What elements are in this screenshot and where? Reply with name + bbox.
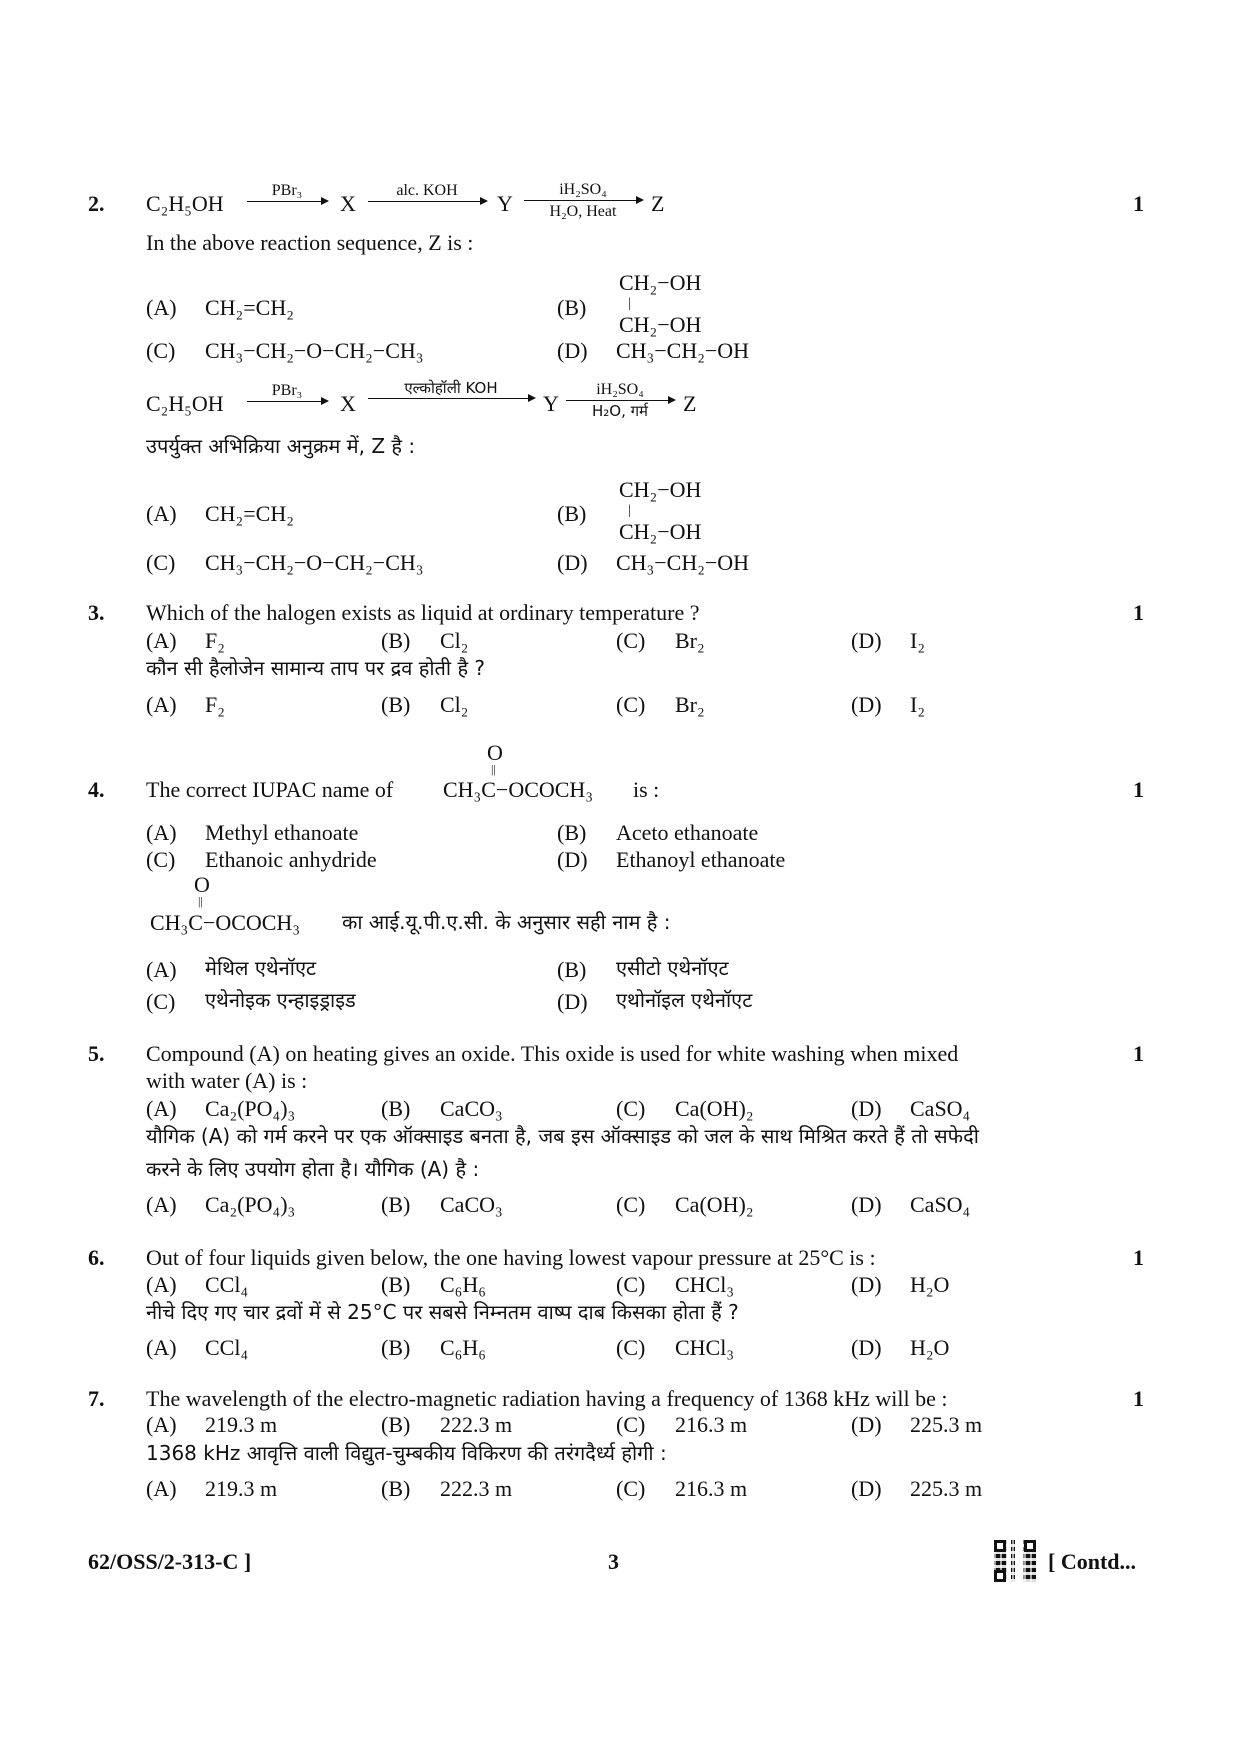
q6-hi-opt-d-label: (D) [851, 1335, 882, 1360]
qr-code-icon [994, 1540, 1036, 1582]
q4-hi-opt-c: एथेनोइक एन्हाइड्राइड [205, 988, 356, 1012]
q2-hi-x: X [340, 391, 356, 416]
q5-opt-d-label: (D) [851, 1096, 882, 1121]
q3-hi-opt-c-label: (C) [616, 692, 646, 717]
q2-reagent-3: iH₂SO₄ [559, 181, 607, 198]
q5-question-hi-line2: करने के लिए उपयोग होता है। यौगिक (A) है : [146, 1157, 480, 1181]
q2-opt-d-label: (D) [557, 338, 588, 363]
q2-condition-3: H₂O, Heat [549, 203, 617, 220]
q2-opt-b-bond: | [628, 296, 631, 311]
q3-hi-opt-b: Cl₂ [440, 692, 469, 717]
q5-opt-c: Ca(OH)₂ [675, 1096, 754, 1121]
q2-question-hi: उपर्युक्त अभिक्रिया अनुक्रम में, Z है : [146, 434, 416, 458]
q3-hi-opt-c: Br₂ [675, 692, 705, 717]
paper-code: 62/OSS/2-313-C ] [88, 1549, 252, 1574]
continued-label: [ Contd... [1048, 1549, 1137, 1574]
q2-hi-reactant: C₂H₅OH [146, 391, 224, 416]
q6-opt-d-label: (D) [851, 1272, 882, 1297]
q7-opt-c-label: (C) [616, 1412, 646, 1437]
q4-opt-b: Aceto ethanoate [616, 820, 759, 845]
q7-hi-opt-c-label: (C) [616, 1476, 646, 1501]
q4-carbonyl-o: O [487, 740, 503, 765]
q2-opt-b-top: CH₂−OH [619, 270, 702, 295]
q3-hi-opt-b-label: (B) [381, 692, 411, 717]
q6-hi-opt-a-label: (A) [146, 1335, 177, 1360]
q3-opt-c-label: (C) [616, 628, 646, 653]
q2-arrow-1 [247, 183, 327, 202]
q2-opt-c: CH₃−CH₂−O−CH₂−CH₃ [205, 338, 424, 363]
q2-arrow-2 [368, 183, 486, 202]
q5-opt-b: CaCO₃ [440, 1096, 503, 1121]
q2-opt-b-bot: CH₂−OH [619, 312, 702, 337]
q5-hi-opt-a-label: (A) [146, 1192, 177, 1217]
q4-hi-opt-d: एथोनॉइल एथेनॉएट [616, 988, 753, 1012]
q6-opt-c: CHCl₃ [675, 1272, 735, 1297]
q2-hi-arrow-2 [368, 381, 534, 399]
q5-marks: 1 [1133, 1041, 1144, 1066]
q2-reagent-1: PBr₃ [271, 182, 303, 199]
q6-hi-opt-b: C₆H₆ [440, 1335, 486, 1360]
q4-opt-c: Ethanoic anhydride [205, 847, 377, 872]
q2-hi-opt-b-label: (B) [557, 501, 587, 526]
q7-number: 7. [88, 1386, 105, 1411]
q6-number: 6. [88, 1245, 105, 1270]
q4-hi-opt-c-label: (C) [146, 989, 176, 1014]
q3-question-hi: कौन सी हैलोजेन सामान्य ताप पर द्रव होती है ? [146, 656, 486, 680]
q6-question-en: Out of four liquids given below, the one having lowest vapour pressure at 25°C is : [146, 1245, 876, 1270]
q2-hi-opt-a-label: (A) [146, 501, 177, 526]
q2-z: Z [651, 191, 665, 216]
q2-hi-opt-c: CH₃−CH₂−O−CH₂−CH₃ [205, 550, 424, 575]
q6-hi-opt-a: CCl₄ [205, 1335, 249, 1360]
q2-hi-arrow-3 [566, 382, 674, 419]
q2-opt-d: CH₃−CH₂−OH [616, 338, 750, 363]
q2-x: X [340, 191, 356, 216]
q7-question-hi: 1368 kHz आवृत्ति वाली विद्युत-चुम्बकीय विकिरण की तरंगदैर्ध्य होगी : [146, 1441, 667, 1465]
q3-hi-opt-a-label: (A) [146, 692, 177, 717]
q5-hi-opt-d-label: (D) [851, 1192, 882, 1217]
q5-question-hi-line1: यौगिक (A) को गर्म करने पर एक ऑक्साइड बनता है, जब इस ऑक्साइड को जल के साथ मिश्रित करते हैं तो सफेदी [146, 1124, 979, 1148]
q7-opt-b: 222.3 m [440, 1412, 513, 1437]
q7-opt-b-label: (B) [381, 1412, 411, 1437]
q3-opt-c: Br₂ [675, 628, 705, 653]
q6-opt-a: CCl₄ [205, 1272, 249, 1297]
q3-opt-b-label: (B) [381, 628, 411, 653]
q4-hi-opt-a-label: (A) [146, 957, 177, 982]
q6-hi-opt-c-label: (C) [616, 1335, 646, 1360]
q4-opt-a: Methyl ethanoate [205, 820, 359, 845]
q4-opt-a-label: (A) [146, 820, 177, 845]
q4-opt-c-label: (C) [146, 847, 176, 872]
q2-hi-arrow-1 [247, 383, 327, 402]
q4-marks: 1 [1133, 777, 1144, 802]
q2-question-en: In the above reaction sequence, Z is : [146, 230, 474, 255]
q3-hi-opt-d-label: (D) [851, 692, 882, 717]
q2-hi-opt-c-label: (C) [146, 550, 176, 575]
q6-hi-opt-c: CHCl₃ [675, 1335, 735, 1360]
q4-suffix-en: is : [633, 777, 660, 802]
q4-formula: CH₃C−OCOCH₃ [443, 777, 593, 802]
q7-question-en: The wavelength of the electro-magnetic radiation having a frequency of 1368 kHz will be : [146, 1386, 948, 1411]
q5-opt-c-label: (C) [616, 1096, 646, 1121]
q4-suffix-hi: का आई.यू.पी.ए.सी. के अनुसार सही नाम है : [342, 910, 671, 934]
q3-opt-b: Cl₂ [440, 628, 469, 653]
q7-opt-a: 219.3 m [205, 1412, 278, 1437]
q2-hi-reagent-1: PBr₃ [271, 382, 303, 399]
q2-hi-opt-b-bond: | [628, 503, 631, 518]
q2-hi-opt-b-top: CH₂−OH [619, 477, 702, 502]
q4-hi-opt-d-label: (D) [557, 989, 588, 1014]
q4-hi-opt-b: एसीटो एथेनॉएट [616, 956, 729, 980]
q4-number: 4. [88, 777, 105, 802]
q3-marks: 1 [1133, 600, 1144, 625]
q5-question-en-line2: with water (A) is : [146, 1068, 308, 1093]
q6-hi-opt-d: H₂O [910, 1335, 950, 1360]
q5-question-en-line1: Compound (A) on heating gives an oxide. This oxide is used for white washing when mixed [146, 1041, 959, 1066]
q6-opt-c-label: (C) [616, 1272, 646, 1297]
q6-opt-b: C₆H₆ [440, 1272, 486, 1297]
q7-hi-opt-a: 219.3 m [205, 1476, 278, 1501]
q7-opt-d-label: (D) [851, 1412, 882, 1437]
q3-question-en: Which of the halogen exists as liquid at ordinary temperature ? [146, 600, 700, 625]
q3-opt-d-label: (D) [851, 628, 882, 653]
q2-reactant: C₂H₅OH [146, 191, 224, 216]
q2-hi-reagent-3: iH₂SO₄ [596, 381, 644, 398]
q4-hi-opt-b-label: (B) [557, 957, 587, 982]
q4-double-bond: || [491, 762, 496, 776]
q5-hi-opt-a: Ca₂(PO₄)₃ [205, 1192, 296, 1217]
q6-question-hi: नीचे दिए गए चार द्रवों में से 25°C पर सबसे निम्नतम वाष्प दाब किसका होता हैं ? [146, 1300, 739, 1324]
q2-hi-opt-a: CH₂=CH₂ [205, 501, 294, 526]
q2-hi-condition-3: H₂O, गर्म [591, 402, 649, 420]
q5-number: 5. [88, 1041, 105, 1066]
q2-hi-reagent-2: एल्कोहॉली KOH [404, 379, 498, 397]
q7-marks: 1 [1133, 1386, 1144, 1411]
q4-hi-opt-a: मेथिल एथेनॉएट [205, 956, 317, 980]
q7-opt-a-label: (A) [146, 1412, 177, 1437]
q7-opt-c: 216.3 m [675, 1412, 748, 1437]
page-number: 3 [608, 1549, 619, 1574]
q6-hi-opt-b-label: (B) [381, 1335, 411, 1360]
q2-opt-c-label: (C) [146, 338, 176, 363]
q4-hi-double-bond: || [198, 894, 203, 908]
q4-opt-d-label: (D) [557, 847, 588, 872]
q2-hi-z: Z [683, 391, 697, 416]
q5-hi-opt-b-label: (B) [381, 1192, 411, 1217]
q3-hi-opt-a: F₂ [205, 692, 225, 717]
q5-hi-opt-c-label: (C) [616, 1192, 646, 1217]
q3-number: 3. [88, 600, 105, 625]
q5-hi-opt-c: Ca(OH)₂ [675, 1192, 754, 1217]
q6-opt-d: H₂O [910, 1272, 950, 1297]
q2-hi-opt-b-bot: CH₂−OH [619, 519, 702, 544]
q5-opt-a: Ca₂(PO₄)₃ [205, 1096, 296, 1121]
q5-opt-b-label: (B) [381, 1096, 411, 1121]
q3-opt-a: F₂ [205, 628, 225, 653]
q5-opt-d: CaSO₄ [910, 1096, 971, 1121]
q4-opt-d: Ethanoyl ethanoate [616, 847, 786, 872]
q6-marks: 1 [1133, 1245, 1144, 1270]
q2-opt-b-label: (B) [557, 295, 587, 320]
q5-hi-opt-d: CaSO₄ [910, 1192, 971, 1217]
q5-hi-opt-b: CaCO₃ [440, 1192, 503, 1217]
q7-hi-opt-a-label: (A) [146, 1476, 177, 1501]
q7-opt-d: 225.3 m [910, 1412, 983, 1437]
q6-opt-a-label: (A) [146, 1272, 177, 1297]
q4-opt-b-label: (B) [557, 820, 587, 845]
q4-hi-formula: CH₃C−OCOCH₃ [150, 910, 300, 935]
q7-hi-opt-c: 216.3 m [675, 1476, 748, 1501]
q7-hi-opt-b: 222.3 m [440, 1476, 513, 1501]
q4-prefix-en: The correct IUPAC name of [146, 777, 394, 802]
q7-hi-opt-b-label: (B) [381, 1476, 411, 1501]
q4-hi-carbonyl-o: O [194, 872, 210, 897]
q2-hi-y: Y [543, 391, 559, 416]
q2-y: Y [497, 191, 513, 216]
q2-hi-opt-d: CH₃−CH₂−OH [616, 550, 750, 575]
q3-opt-d: I₂ [910, 628, 925, 653]
q2-opt-a-label: (A) [146, 295, 177, 320]
q3-opt-a-label: (A) [146, 628, 177, 653]
q2-arrow-3 [524, 182, 642, 220]
q2-number: 2. [88, 191, 105, 216]
q2-opt-a: CH₂=CH₂ [205, 295, 294, 320]
q5-opt-a-label: (A) [146, 1096, 177, 1121]
q7-hi-opt-d-label: (D) [851, 1476, 882, 1501]
q2-marks: 1 [1133, 191, 1144, 216]
q3-hi-opt-d: I₂ [910, 692, 925, 717]
q7-hi-opt-d: 225.3 m [910, 1476, 983, 1501]
q2-reagent-2: alc. KOH [396, 182, 458, 199]
q2-hi-opt-d-label: (D) [557, 550, 588, 575]
q6-opt-b-label: (B) [381, 1272, 411, 1297]
